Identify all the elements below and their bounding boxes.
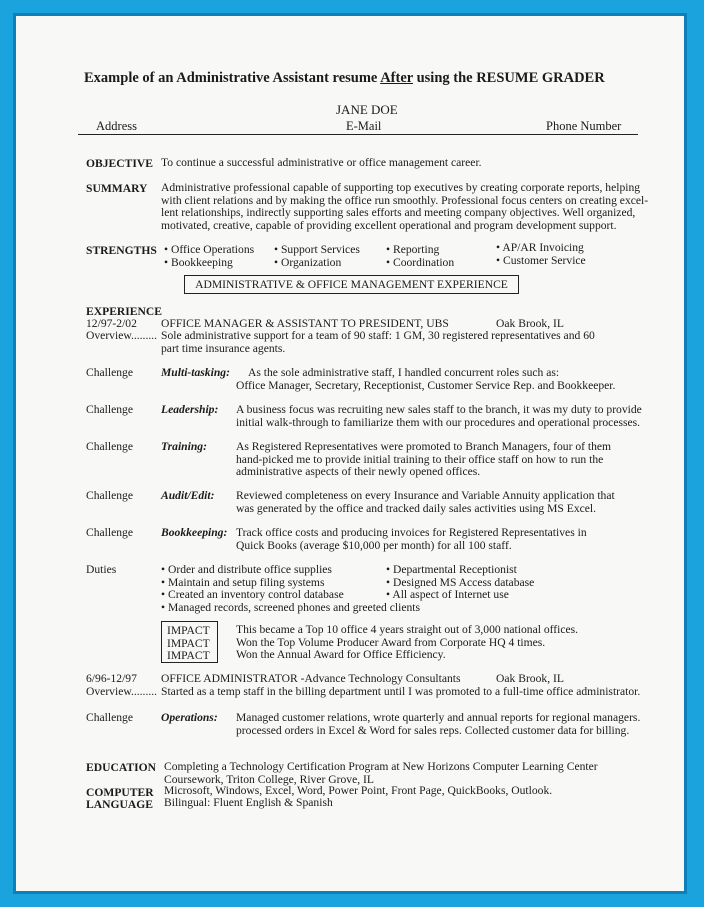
impact-line: This became a Top 10 office 4 years straight out of 3,000 national offices. [236, 623, 579, 636]
challenge-line: Reviewed completeness on every Insurance and Variable Annuity application that [236, 489, 615, 502]
strength-item: • AP/AR Invoicing [496, 241, 584, 254]
challenge-skill: Bookkeeping: [161, 526, 228, 539]
challenge-text [236, 441, 611, 479]
challenge-skill: Leadership: [161, 403, 219, 416]
challenge-skill: Operations: [161, 711, 218, 724]
duties-list-right [386, 564, 534, 602]
challenge-line: Managed customer relations, wrote quarterly and annual reports for regional managers. [236, 711, 641, 724]
job2-overview-label: Overview......... [86, 685, 158, 698]
job2-title: OFFICE ADMINISTRATOR -Advance Technology Consultants [161, 672, 461, 685]
job2-location: Oak Brook, IL [496, 672, 564, 685]
language-label: LANGUAGE [86, 798, 153, 811]
impact-label: IMPACT [167, 649, 210, 663]
education-text [164, 761, 598, 786]
challenge-text [236, 490, 615, 515]
strengths-col-1 [164, 244, 254, 269]
challenge-label: Challenge [86, 403, 134, 416]
duties-label: Duties [86, 563, 117, 576]
header-divider [78, 134, 638, 135]
experience-label: EXPERIENCE [86, 305, 163, 318]
impact-label: IMPACT [167, 636, 210, 650]
strength-item: • Customer Service [496, 253, 586, 267]
challenge-label: Challenge [86, 489, 134, 502]
duty-item: • Maintain and setup filing systems [161, 575, 325, 589]
challenge-text [236, 404, 642, 429]
summary-line: motivated, creative, capable of providing excellent operational and program development support. [161, 218, 617, 232]
title-text-after: using the RESUME GRADER [412, 70, 605, 86]
language-text: Bilingual: Fluent English & Spanish [164, 796, 333, 809]
impact-line: Won the Annual Award for Office Efficiency. [236, 648, 446, 662]
challenge-label: Challenge [86, 440, 134, 453]
summary-text [161, 182, 648, 232]
strength-item: • Organization [274, 255, 342, 269]
title-text-before: Example of an Administrative Assistant resume [84, 70, 381, 86]
candidate-name: JANE DOE [336, 102, 398, 117]
job1-overview [161, 330, 595, 355]
strengths-label: STRENGTHS [86, 244, 157, 257]
summary-line: with client relations and by making the office run smoothly. Professional focus centers on creating excel- [161, 193, 649, 207]
duty-item: • Departmental Receptionist [386, 563, 517, 576]
duty-item: • Order and distribute office supplies [161, 563, 332, 576]
strengths-col-4 [496, 242, 586, 267]
challenge-line: As the sole administrative staff, I handled concurrent roles such as: [248, 366, 560, 379]
strengths-col-3 [386, 244, 454, 269]
job1-title: OFFICE MANAGER & ASSISTANT TO PRESIDENT, UBS [161, 317, 449, 330]
impact-line: Won the Top Volume Producer Award from Corporate HQ 4 times. [236, 635, 546, 649]
education-line: Coursework, Triton College, River Grove, IL [164, 772, 374, 786]
job1-dates: 12/97-2/02 [86, 317, 137, 330]
challenge-label: Challenge [86, 366, 134, 379]
impact-label: IMPACT [167, 624, 210, 637]
duty-item: • Created an inventory control database [161, 588, 344, 602]
job2-overview: Started as a temp staff in the billing department until I was promoted to a full-time office administrator. [161, 685, 641, 698]
challenge-line: hand-picked me to provide initial training to their office staff on how to run the [236, 452, 604, 466]
challenge-skill: Audit/Edit: [161, 489, 215, 502]
challenge-text [236, 527, 587, 552]
strengths-col-2 [274, 244, 360, 269]
duty-item: • All aspect of Internet use [386, 588, 509, 602]
challenge-skill: Training: [161, 440, 207, 453]
objective-label: OBJECTIVE [86, 157, 154, 170]
job1-overview-label: Overview......... [86, 329, 158, 342]
impact-text [236, 624, 578, 662]
strength-item: • Reporting [386, 243, 440, 256]
overview-line: part time insurance agents. [161, 341, 286, 355]
challenge-label: Challenge [86, 711, 134, 724]
challenge-text [236, 712, 640, 737]
challenge-line: A business focus was recruiting new sales staff to the branch, it was my duty to provide [236, 403, 642, 416]
education-label: EDUCATION [86, 761, 156, 774]
challenge-line: Office Manager, Secretary, Receptionist, Customer Service Rep. and Bookkeeper. [236, 378, 616, 392]
strength-item: • Office Operations [164, 243, 255, 256]
strength-item: • Coordination [386, 255, 455, 269]
challenge-text [236, 367, 615, 392]
document-title [84, 70, 605, 87]
education-line: Completing a Technology Certification Program at New Horizons Computer Learning Center [164, 760, 598, 773]
strength-item: • Support Services [274, 243, 360, 256]
computer-label: COMPUTER [86, 786, 154, 799]
duty-item: • Managed records, screened phones and greeted clients [161, 600, 421, 614]
summary-label: SUMMARY [86, 182, 148, 195]
objective-text: To continue a successful administrative or office management career. [161, 156, 482, 169]
challenge-line: Quick Books (average $10,000 per month) for all 100 staff. [236, 538, 512, 552]
summary-line: lent relationships, indirectly supporting sales efforts and meeting company objectives. Well organized, [161, 206, 636, 220]
section-banner: ADMINISTRATIVE & OFFICE MANAGEMENT EXPERIENCE [184, 275, 519, 294]
computer-text: Microsoft, Windows, Excel, Word, Power Point, Front Page, QuickBooks, Outlook. [164, 784, 553, 797]
challenge-line: As Registered Representatives were promoted to Branch Managers, four of them [236, 440, 612, 453]
job1-location: Oak Brook, IL [496, 317, 564, 330]
duties-list-left [161, 564, 420, 614]
challenge-line: Track office costs and producing invoices for Registered Representatives in [236, 526, 587, 539]
overview-line: Sole administrative support for a team of 90 staff: 1 GM, 30 registered representatives and 60 [161, 329, 595, 342]
challenge-line: initial walk-through to familiarize them with our procedures and operational processes. [236, 415, 641, 429]
resume-page [13, 13, 687, 894]
duty-item: • Designed MS Access database [386, 575, 535, 589]
impact-box [161, 621, 218, 663]
strength-item: • Bookkeeping [164, 255, 233, 269]
email-label: E-Mail [346, 119, 382, 133]
phone-label: Phone Number [546, 119, 622, 133]
summary-line: Administrative professional capable of supporting top executives by creating corporate reports, helping [161, 181, 641, 194]
challenge-line: was generated by the office and tracked daily sales activities using MS Excel. [236, 501, 597, 515]
address-label: Address [96, 119, 137, 133]
challenge-line: processed orders in Excel & Word for sales reps. Collected customer data for billing. [236, 723, 630, 737]
challenge-line: administrative aspects of their newly opened offices. [236, 465, 481, 479]
title-text-underlined: After [380, 70, 413, 86]
challenge-skill: Multi-tasking: [161, 366, 230, 379]
job2-dates: 6/96-12/97 [86, 672, 137, 685]
challenge-label: Challenge [86, 526, 134, 539]
